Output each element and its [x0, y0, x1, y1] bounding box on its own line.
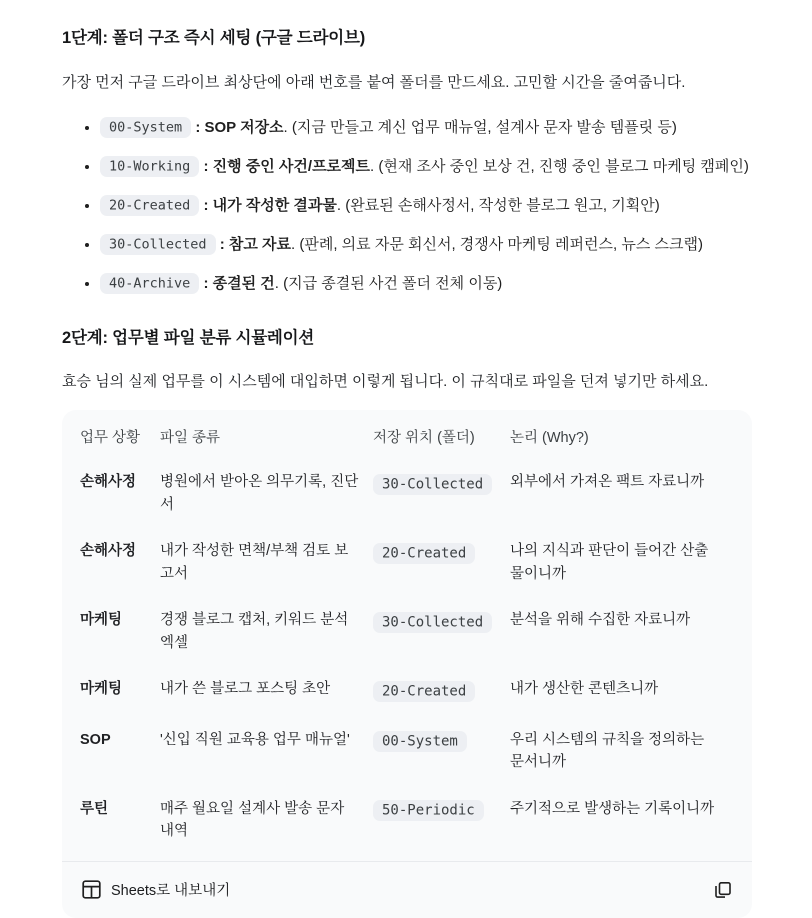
copy-icon: [714, 881, 732, 899]
cell-file-type: '신입 직원 교육용 업무 매뉴얼': [160, 731, 350, 748]
cell-category: 마케팅: [80, 681, 123, 698]
step2-intro: 효승 님의 실제 업무를 이 시스템에 대입하면 이렇게 됩니다. 이 규칙대로 파일을 던져 넣기만 하세요.: [62, 373, 709, 391]
folder-list: [62, 116, 752, 296]
separator: :: [199, 157, 213, 175]
cell-logic: 주기적으로 발생하는 기록이니까: [510, 800, 715, 817]
folder-note: . (완료된 손해사정서, 작성한 블로그 원고, 기획안): [336, 196, 660, 214]
separator: :: [215, 235, 229, 253]
list-item: [100, 194, 752, 218]
cell-file-type: 경쟁 블로그 캡처, 키워드 분석 엑셀: [160, 612, 349, 651]
step1-heading: 1단계: 폴더 구조 즉시 세팅 (구글 드라이브): [62, 29, 365, 47]
table-row: [80, 786, 734, 855]
table-row: [80, 528, 734, 597]
table-header-row: [80, 414, 734, 460]
step1-section: [62, 26, 752, 296]
col-header-folder: 저장 위치 (폴더): [373, 429, 475, 446]
col-header-logic: 논리 (Why?): [510, 429, 589, 446]
folder-note: . (판례, 의료 자문 회신서, 경쟁사 마케팅 레퍼런스, 뉴스 스크랩): [291, 235, 703, 253]
cell-category: 루틴: [80, 800, 109, 817]
cell-logic: 우리 시스템의 규칙을 정의하는 문서니까: [510, 731, 705, 771]
folder-note: . (지급 종결된 사건 폴더 전체 이동): [274, 274, 503, 292]
folder-chip: 10-Working: [100, 156, 199, 177]
cell-file-type: 병원에서 받아온 의무기록, 진단서: [160, 474, 359, 513]
folder-role-label: 참고 자료: [228, 235, 292, 253]
list-item: [100, 233, 752, 257]
folder-role-label: 종결된 건: [212, 274, 275, 292]
folder-chip: 20-Created: [373, 681, 475, 702]
folder-role-label: SOP 저장소: [204, 118, 284, 136]
cell-folder: [373, 597, 510, 666]
table-grid-icon: [82, 880, 101, 899]
cell-folder: [373, 717, 510, 786]
cell-file-type: 내가 작성한 면책/부책 검토 보고서: [160, 543, 349, 582]
table-row: [80, 459, 734, 528]
separator: :: [199, 196, 213, 214]
separator: :: [199, 274, 213, 292]
separator: :: [191, 118, 205, 136]
col-header-category: 업무 상황: [80, 429, 141, 446]
list-item: [100, 155, 752, 179]
folder-note: . (현재 조사 중인 보상 건, 진행 중인 블로그 마케팅 캠페인): [370, 157, 749, 175]
step1-intro: 가장 먼저 구글 드라이브 최상단에 아래 번호를 붙여 폴더를 만드세요. 고민할 시간을 줄여줍니다.: [62, 73, 686, 91]
folder-chip: 30-Collected: [373, 612, 492, 633]
folder-chip: 00-System: [100, 117, 191, 138]
copy-table-button[interactable]: [714, 881, 732, 899]
folder-chip: 30-Collected: [100, 234, 216, 255]
table-row: [80, 666, 734, 717]
cell-logic: 분석을 위해 수집한 자료니까: [510, 612, 691, 629]
folder-note: . (지금 만들고 계신 업무 매뉴얼, 설계사 문자 발송 템플릿 등): [283, 118, 677, 136]
cell-folder: [373, 459, 510, 528]
folder-role-label: 진행 중인 사건/프로젝트: [212, 157, 371, 175]
step2-section: [62, 326, 752, 394]
table-row: [80, 597, 734, 666]
cell-folder: [373, 528, 510, 597]
cell-logic: 외부에서 가져온 팩트 자료니까: [510, 474, 705, 491]
table-footer: [62, 861, 752, 918]
cell-folder: [373, 786, 510, 855]
cell-category: SOP: [80, 731, 111, 748]
folder-chip: 00-System: [373, 731, 467, 752]
cell-category: 손해사정: [80, 543, 137, 560]
cell-file-type: 매주 월요일 설계사 발송 문자 내역: [160, 800, 345, 840]
cell-category: 마케팅: [80, 612, 123, 629]
cell-file-type: 내가 쓴 블로그 포스팅 초안: [160, 681, 331, 698]
table-wrap: [62, 410, 752, 861]
folder-chip: 20-Created: [100, 195, 199, 216]
step2-heading: 2단계: 업무별 파일 분류 시뮬레이션: [62, 328, 315, 347]
list-item: [100, 116, 752, 140]
col-header-file-type: 파일 종류: [160, 429, 221, 446]
folder-chip: 50-Periodic: [373, 800, 484, 821]
simulation-table-card: [62, 410, 752, 918]
export-to-sheets-button[interactable]: [82, 879, 230, 900]
folder-chip: 40-Archive: [100, 273, 199, 294]
export-to-sheets-label: Sheets로 내보내기: [111, 883, 231, 900]
folder-role-label: 내가 작성한 결과물: [212, 196, 337, 214]
cell-logic: 내가 생산한 콘텐츠니까: [510, 681, 659, 698]
cell-folder: [373, 666, 510, 717]
file-classification-table: [80, 414, 734, 855]
folder-chip: 20-Created: [373, 543, 475, 564]
folder-chip: 30-Collected: [373, 474, 492, 495]
cell-category: 손해사정: [80, 474, 137, 491]
table-row: [80, 717, 734, 786]
cell-logic: 나의 지식과 판단이 들어간 산출물이니까: [510, 543, 709, 582]
list-item: [100, 272, 752, 296]
